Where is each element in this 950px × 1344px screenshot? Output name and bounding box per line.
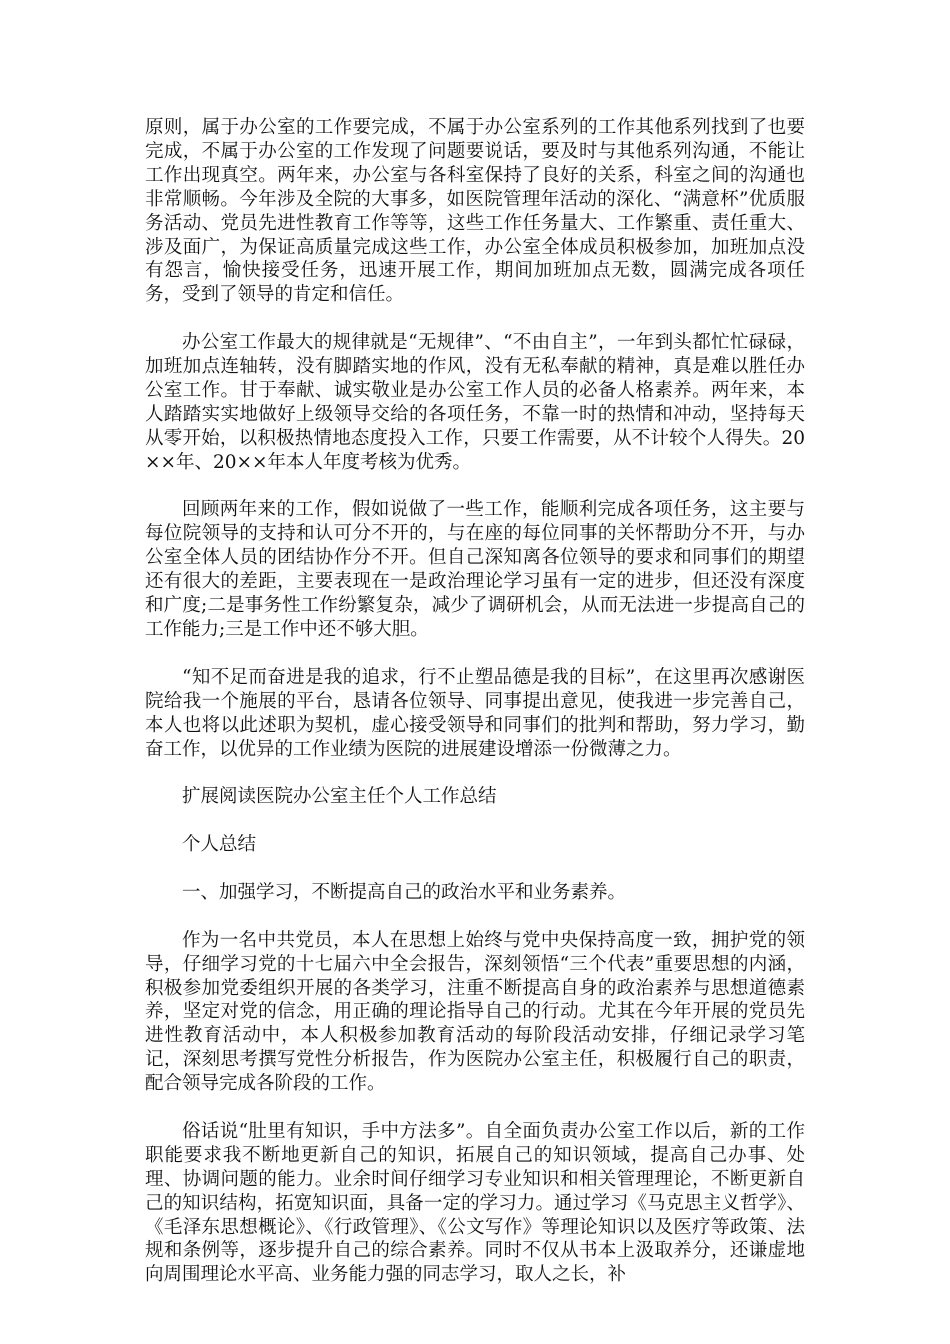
section-heading-extended-reading: 扩展阅读医院办公室主任个人工作总结	[182, 786, 497, 808]
paragraph-3: 回顾两年来的工作，假如说做了一些工作，能顺利完成各项任务，这主要与每位院领导的支持和认可分不开的，与在座的每位同事的关怀帮助分不开，与办公室全体人员的团结协作分不开。但自己深知离各位领导的要求和同事们的期望还有很大的差距，主要表现在一是政治理论学习虽有一定的进步，但还没有深度和广度;二是事务性工作纷繁复杂，减少了调研机会，从而无法进一步提高自己的工作能力;三是工作中还不够大胆。	[145, 499, 805, 640]
paragraph-8: 作为一名中共党员，本人在思想上始终与党中央保持高度一致，拥护党的领导，仔细学习党的十七届六中全会报告，深刻领悟“三个代表”重要思想的内涵，积极参加党委组织开展的各类学习，注重不断提高自身的政治素养与思想道德素养，坚定对党的信念，用正确的理论指导自己的行动。尤其在今年开展的党员先进性教育活动中，本人积极参加教育活动的每阶段活动安排，仔细记录学习笔记，深刻思考撰写党性分析报告，作为医院办公室主任，积极履行自己的职责，配合领导完成各阶段的工作。	[145, 929, 805, 1095]
section-heading-personal-summary: 个人总结	[182, 834, 257, 856]
paragraph-2: 办公室工作最大的规律就是“无规律”、“不由自主”，一年到头都忙忙碌碌，加班加点连轴转，没有脚踏实地的作风，没有无私奉献的精神，真是难以胜任办公室工作。甘于奉献、诚实敬业是办公室工作人员的必备人格素养。两年来，本人踏踏实实地做好上级领导交给的各项任务，不靠一时的热情和冲动，坚持每天从零开始，以积极热情地态度投入工作，只要工作需要，从不计较个人得失。20××年、20××年本人年度考核为优秀。	[145, 332, 805, 473]
paragraph-9: 俗话说“肚里有知识，手中方法多”。自全面负责办公室工作以后，新的工作职能要求我不断地更新自己的知识，拓展自己的知识领域，提高自己办事、处理、协调问题的能力。业余时间仔细学习专业知识和相关管理理论，不断更新自己的知识结构，拓宽知识面，具备一定的学习力。通过学习《马克思主义哲学》、《毛泽东思想概论》、《行政管理》、《公文写作》等理论知识以及医疗等政策、法规和条例等，逐步提升自己的综合素养。同时不仅从书本上汲取养分，还谦虚地向周围理论水平高、业务能力强的同志学习，取人之长，补	[145, 1120, 805, 1286]
document-page	[145, 116, 805, 1287]
subheading-strengthen-learning: 一、加强学习，不断提高自己的政治水平和业务素养。	[182, 881, 627, 903]
paragraph-1: 原则，属于办公室的工作要完成，不属于办公室系列的工作其他系列找到了也要完成，不属于办公室的工作发现了问题要说话，要及时与其他系列沟通，不能让工作出现真空。两年来，办公室与各科室保持了良好的关系，科室之间的沟通也非常顺畅。今年涉及全院的大事多，如医院管理年活动的深化、“满意杯”优质服务活动、党员先进性教育工作等等，这些工作任务量大、工作繁重、责任重大、涉及面广，为保证高质量完成这些工作，办公室全体成员积极参加，加班加点没有怨言，愉快接受任务，迅速开展工作，期间加班加点无数，圆满完成各项任务，受到了领导的肯定和信任。	[145, 117, 805, 306]
paragraph-4: “知不足而奋进是我的追求，行不止塑品德是我的目标”，在这里再次感谢医院给我一个施展的平台，恳请各位领导、同事提出意见，使我进一步完善自己，本人也将以此述职为契机，虚心接受领导和同事们的批判和帮助，努力学习，勤奋工作，以优异的工作业绩为医院的进展建设增添一份微薄之力。	[145, 666, 805, 760]
